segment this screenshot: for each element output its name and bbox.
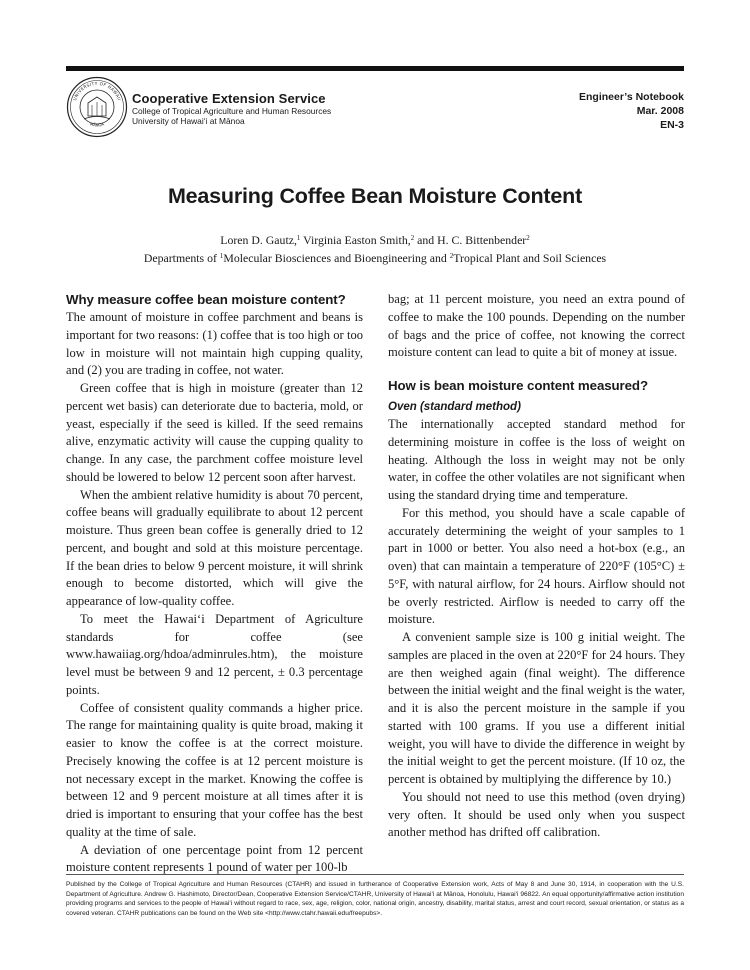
author-sup: 1 <box>296 234 301 242</box>
svg-text:UNIVERSITY OF HAWAII <box>72 81 122 101</box>
header-rule <box>66 66 684 71</box>
section-heading-how: How is bean moisture content measured? <box>388 378 648 393</box>
paragraph: To meet the Hawai‘i Department of Agriculture standards for coffee (see www.hawaiiag.org/hdoa/adminrules.htm), the moisture level must be between 9 and 12 percent, ± 0.3 percentage points. <box>66 611 363 697</box>
author-block <box>0 230 750 266</box>
org-name: Cooperative Extension Service <box>132 91 326 106</box>
organization-block <box>132 92 331 126</box>
footer-text: Published by the College of Tropical Agriculture and Human Resources (CTAHR) and issued in furtherance of Cooperative Extension work, Acts of May 8 and June 30, 1914, in cooperation with the U.S. Department of Agriculture. Andrew G. Hashimoto, Director/Dean, Cooperative Extension Service/CTAHR, University of Hawai‘i at Mānoa, Honolulu, Hawai‘i 96822. An equal opportunity/affirmative action institution providing programs and services to the people of Hawai‘i without regard to race, sex, age, religion, color, national origin, ancestry, disability, marital status, arrest and court record, sexual orientation, or status as a covered veteran. CTAHR publications can be found on the Web site <http://www.ctahr.hawaii.edu/freepubs>. <box>66 881 684 917</box>
right-column <box>388 291 685 842</box>
author-smith: Virginia Easton Smith, <box>300 233 411 247</box>
university-name: University of Hawai‘i at Mānoa <box>132 116 245 126</box>
author-sup: 2 <box>410 234 415 242</box>
footer-rule <box>66 874 684 875</box>
university-seal-logo <box>66 76 128 138</box>
paragraph: A deviation of one percentage point from 12 percent moisture content represents 1 pound of water per 100-lb <box>66 842 363 875</box>
document-title: Measuring Coffee Bean Moisture Content <box>167 184 583 208</box>
paragraph: The amount of moisture in coffee parchment and beans is important for two reasons: (1) coffee that is too high or too low in moisture will not maintain high cupping quality, and (2) you are trading in coffee, not water. <box>66 310 363 378</box>
publication-info <box>579 90 684 132</box>
section-heading-why: Why measure coffee bean moisture content? <box>66 292 346 307</box>
dept-sup: 1 <box>219 252 224 260</box>
paragraph: A convenient sample size is 100 g initial weight. The samples are placed in the oven at 220°F for 24 hours. They are then weighed again (final weight). The difference between the initial weight and the final weight is the water, and it is also the percent moisture in the sample if you started with 100 grams. If you use a different initial weight, you will have to divide the difference in weight by the initial weight to get the percent moisture. (If 10 oz, the percent is obtained by multiplying the difference by 10.) <box>388 630 685 786</box>
dept-tpss: Tropical Plant and Soil Sciences <box>453 251 607 265</box>
publication-number: EN-3 <box>660 119 684 131</box>
paragraph: Green coffee that is high in moisture (greater than 12 percent wet basis) can deteriorate due to bacteria, mold, or yeast, especially if the seed is killed. If the seed remains alive, enzymatic activity will cause the cupping quality to change. In any case, the parchment coffee moisture level should be lowered to below 12 percent soon after harvest. <box>66 381 363 484</box>
department-line <box>0 248 750 266</box>
dept-sup: 2 <box>449 252 454 260</box>
left-column <box>66 291 363 877</box>
college-name: College of Tropical Agriculture and Human Resources <box>132 106 332 116</box>
paragraph: For this method, you should have a scale capable of accurately determining the weight of your samples to 1 part in 1000 or better. You also need a hot-box (e.g., an oven) that can maintain a temperature of 220°F (105°C) ± 5°F, with natural airflow, for 24 hours. Airflow should not be overly restricted. Airflow is needed to carry off the moisture. <box>388 505 685 627</box>
seal-bottom-text: MĀNOA <box>89 121 105 128</box>
paragraph-continuation: bag; at 11 percent moisture, you need an extra pound of coffee to make the 100 pounds. Depending on the number of bags and the price of coffee, not knowing the correct moisture content can lead to quite a bit of money at issue. <box>388 292 685 360</box>
paragraph: When the ambient relative humidity is about 70 percent, coffee beans will gradually equilibrate to about 12 percent moisture. Thus green bean coffee is generally dried to 12 percent, and bought and sold at this moisture percentage. If the bean dries to below 9 percent moisture, it will shrink enough to become distorted, which will give the appearance of low-quality coffee. <box>66 487 363 608</box>
author-bittenbender: and H. C. Bittenbender <box>414 233 527 247</box>
paragraph: You should not need to use this method (oven drying) very often. It should be used only when you suspect another method has drifted off calibration. <box>388 789 685 840</box>
seal-top-text: UNIVERSITY OF HAWAII <box>72 80 122 102</box>
paragraph: Coffee of consistent quality commands a higher price. The range for maintaining quality is quite broad, making it easier to know the coffee is at the correct moisture. Precisely knowing the coffee is at 12 percent moisture is not necessary except in the market. Knowing the coffee is between 12 and 9 percent moisture at all times after it is dried is important to ensuring that your coffee has the best quality at the time of sale. <box>66 700 363 839</box>
author-line <box>0 230 750 248</box>
dept-prefix: Departments of <box>143 251 220 265</box>
svg-text:MĀNOA <box>89 121 105 127</box>
author-sup: 2 <box>526 234 530 242</box>
series-name: Engineer’s Notebook <box>578 91 684 103</box>
paragraph: The internationally accepted standard method for determining moisture in coffee is the loss of weight on heating. Although the loss in weight may not be only water, in coffee the other volatiles are not significant when using the standard drying time and temperature. <box>388 417 685 502</box>
author-gautz: Loren D. Gautz, <box>220 233 297 247</box>
dept-mbbe: Molecular Biosciences and Bioengineering and <box>223 251 450 265</box>
subheading-oven: Oven (standard method) <box>388 401 521 413</box>
publication-date: Mar. 2008 <box>636 105 684 117</box>
